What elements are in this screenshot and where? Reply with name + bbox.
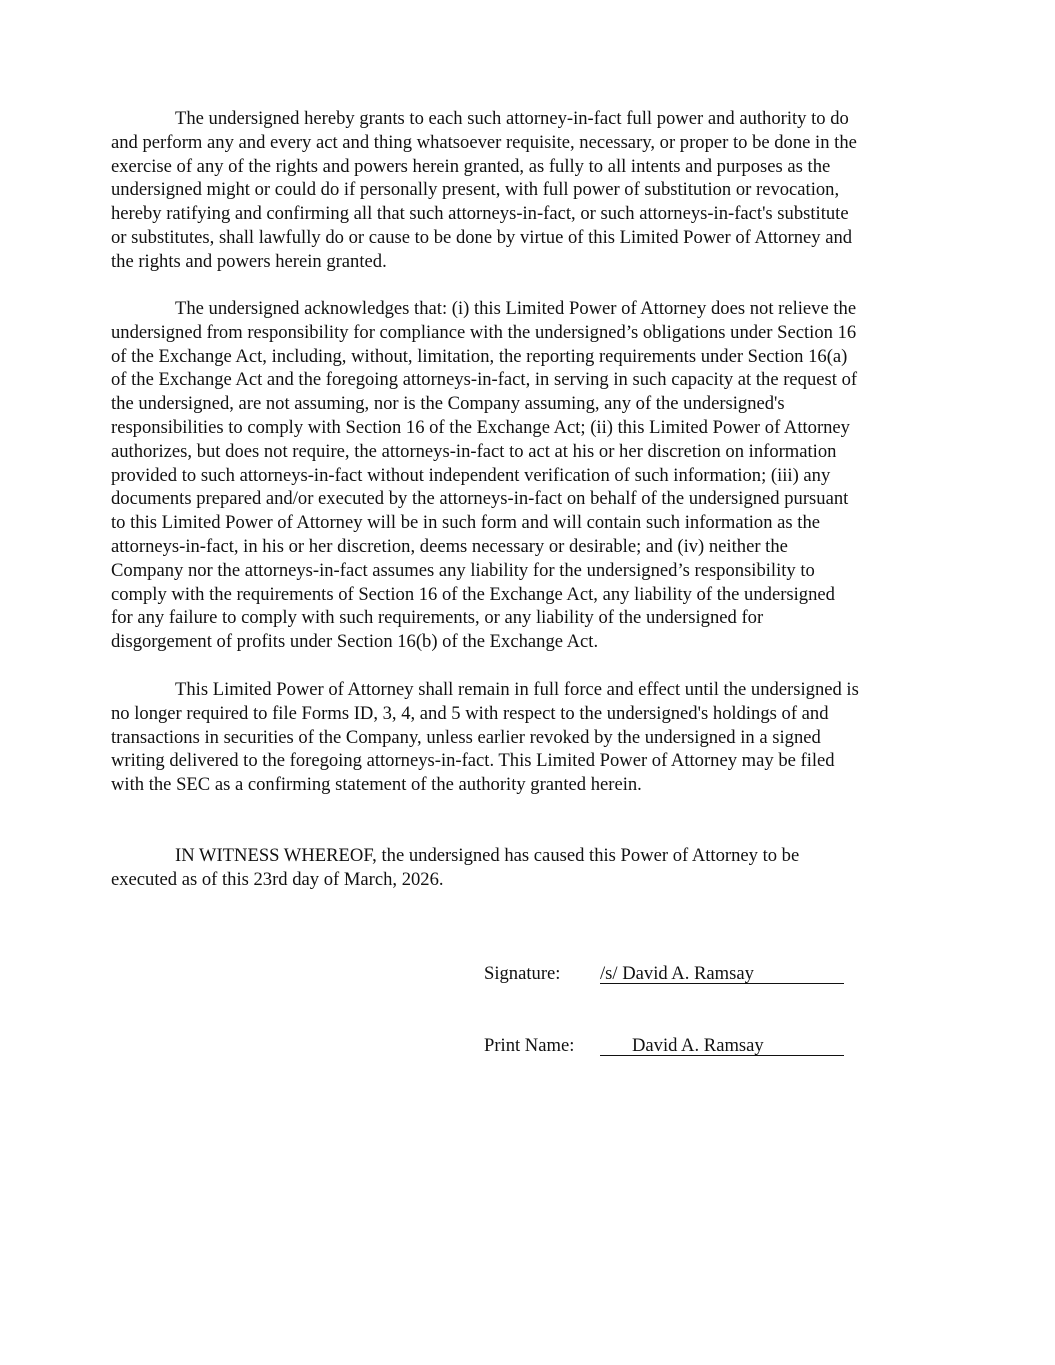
text-line: undersigned might or could do if personally present, with full power of substitution or revocation,: [111, 179, 840, 201]
print-name-row: [484, 1035, 844, 1057]
text-line: The undersigned acknowledges that: (i) this Limited Power of Attorney does not relieve the: [175, 298, 857, 319]
text-line: no longer required to file Forms ID, 3, 4, and 5 with respect to the undersigned's holdings of and: [111, 702, 829, 724]
paragraph-duration: [111, 678, 971, 797]
text-line: exercise of any of the rights and powers herein granted, as fully to all intents and purposes as the: [111, 155, 831, 177]
text-line: the undersigned, are not assuming, nor is the Company assuming, any of the undersigned's: [111, 393, 785, 415]
text-line: or substitutes, shall lawfully do or cause to be done by virtue of this Limited Power of Attorney and: [111, 226, 853, 248]
text-line: executed as of this 23rd day of March, 2026.: [111, 868, 444, 890]
text-line: transactions in securities of the Company, unless earlier revoked by the undersigned in a signed: [111, 726, 821, 748]
text-line: provided to such attorneys-in-fact without independent verification of such information; (iii) any: [111, 464, 831, 486]
text-line: the rights and powers herein granted.: [111, 250, 387, 272]
text-line: of the Exchange Act and the foregoing attorneys-in-fact, in serving in such capacity at the request of: [111, 369, 858, 391]
paragraph-witness: [111, 844, 971, 892]
text-line: for any failure to comply with such requirements, or any liability of the undersigned for: [111, 607, 764, 629]
signature-value: /s/ David A. Ramsay: [600, 964, 844, 984]
text-line: This Limited Power of Attorney shall remain in full force and effect until the undersigned is: [175, 679, 859, 700]
text-line: disgorgement of profits under Section 16(b) of the Exchange Act.: [111, 631, 599, 653]
text-line: and perform any and every act and thing whatsoever requisite, necessary, or proper to be done in the: [111, 131, 857, 153]
text-line: writing delivered to the foregoing attorneys-in-fact. This Limited Power of Attorney may be filed: [111, 750, 835, 772]
text-line: undersigned from responsibility for compliance with the undersigned’s obligations under Section 16: [111, 321, 857, 343]
print-name-label: Print Name:: [484, 1035, 575, 1056]
text-line: to this Limited Power of Attorney will be in such form and will contain such information as the: [111, 512, 821, 534]
text-line: Company nor the attorneys-in-fact assumes any liability for the undersigned’s responsibility to: [111, 559, 815, 581]
paragraph-acknowledgement: [111, 297, 971, 654]
text-line: IN WITNESS WHEREOF, the undersigned has caused this Power of Attorney to be: [175, 845, 800, 866]
text-line: comply with the requirements of Section 16 of the Exchange Act, any liability of the undersigned: [111, 583, 835, 605]
text-line: hereby ratifying and confirming all that such attorneys-in-fact, or such attorneys-in-fact's substitute: [111, 203, 849, 225]
text-line: responsibilities to comply with Section 16 of the Exchange Act; (ii) this Limited Power of Attorney: [111, 416, 850, 438]
text-line: with the SEC as a confirming statement of the authority granted herein.: [111, 774, 642, 796]
text-line: attorneys-in-fact, in his or her discretion, deems necessary or desirable; and (iv) neither the: [111, 535, 788, 557]
text-line: documents prepared and/or executed by the attorneys-in-fact on behalf of the undersigned pursuant: [111, 488, 849, 510]
text-line: The undersigned hereby grants to each such attorney-in-fact full power and authority to do: [175, 108, 849, 129]
text-line: of the Exchange Act, including, without, limitation, the reporting requirements under Section 16(a): [111, 345, 848, 367]
paragraph-grant-of-authority: [111, 107, 971, 274]
signature-label: Signature:: [484, 963, 561, 984]
text-line: authorizes, but does not require, the attorneys-in-fact to act at his or her discretion on information: [111, 440, 837, 462]
print-name-value: David A. Ramsay: [600, 1036, 844, 1056]
signature-row: [484, 963, 844, 985]
